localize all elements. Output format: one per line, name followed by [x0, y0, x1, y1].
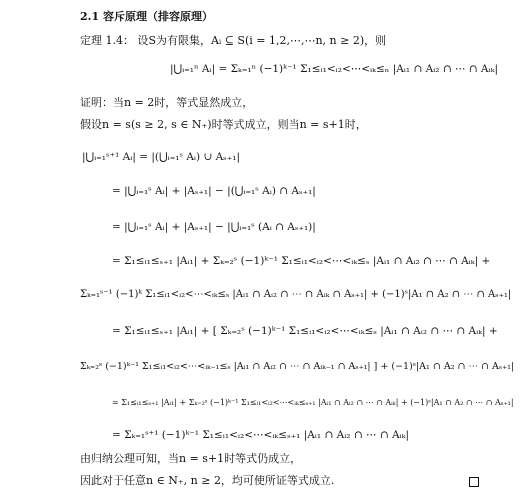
section-heading — [80, 10, 213, 24]
proof-eq5b: Σₖ₌₂ˢ (−1)ᵏ⁻¹ Σ₁≤ᵢ₁<ᵢ₂<⋯<ᵢₖ₋₁≤ₛ |Aᵢ₁ ∩ Aᵢ₂ ∩ ⋯ ∩ Aᵢₖ₋₁ ∩ Aₛ₊₁| ] + (−1)ˢ|A₁ ∩ A₂ ∩ ⋯ ∩ Aₛ₊₁| — [80, 361, 515, 372]
proof-start: 证明：当n = 2时，等式显然成立， — [80, 96, 254, 109]
proof-eq2: = |⋃ᵢ₌₁ˢ Aᵢ| + |Aₛ₊₁| − |(⋃ᵢ₌₁ˢ Aᵢ) ∩ Aₛ₊₁| — [112, 185, 316, 197]
proof-eq7: = Σₖ₌₁ˢ⁺¹ (−1)ᵏ⁻¹ Σ₁≤ᵢ₁<ᵢ₂<⋯<ᵢₖ≤ₛ₊₁ |Aᵢ₁ ∩ Aᵢ₂ ∩ ⋯ ∩ Aᵢₖ| — [112, 429, 410, 441]
theorem-line — [80, 34, 386, 48]
section-number: 2.1 — [80, 10, 100, 23]
theorem-statement: 设S为有限集，Aᵢ ⊆ S(i = 1,2,⋯,⋯n, n ≥ 2)，则 — [137, 34, 387, 47]
theorem-label: 定理 1.4： — [80, 34, 134, 47]
conclusion-line-2: 因此对于任意n ∈ N₊, n ≥ 2，均可使所证等式成立. — [80, 474, 335, 487]
proof-eq5a: = Σ₁≤ᵢ₁≤ₛ₊₁ |Aᵢ₁| + [ Σₖ₌₂ˢ (−1)ᵏ⁻¹ Σ₁≤ᵢ₁<ᵢ₂<⋯<ᵢₖ≤ₛ |Aᵢ₁ ∩ Aᵢ₂ ∩ ⋯ ∩ Aᵢₖ| + — [112, 325, 498, 337]
proof-hypothesis: 假设n = s(s ≥ 2, s ∈ N₊)时等式成立，则当n = s+1时， — [80, 118, 367, 131]
proof-eq4a: = Σ₁≤ᵢ₁≤ₛ₊₁ |Aᵢ₁| + Σₖ₌₂ˢ (−1)ᵏ⁻¹ Σ₁≤ᵢ₁<ᵢ₂<⋯<ᵢₖ≤ₛ |Aᵢ₁ ∩ Aᵢ₂ ∩ ⋯ ∩ Aᵢₖ| + — [112, 255, 491, 267]
proof-eq4b: Σₖ₌₁ˢ⁻¹ (−1)ᵏ Σ₁≤ᵢ₁<ᵢ₂<⋯<ᵢₖ≤ₛ |Aᵢ₁ ∩ Aᵢ₂ ∩ ⋯ ∩ Aᵢₖ ∩ Aₛ₊₁| + (−1)ˢ|A₁ ∩ A₂ ∩ ⋯ ∩ Aₛ₊₁| — [80, 289, 512, 300]
conclusion-line-1: 由归纳公理可知，当n = s+1时等式仍成立， — [80, 452, 302, 465]
theorem-formula: |⋃ᵢ₌₁ⁿ Aᵢ| = Σₖ₌₁ⁿ (−1)ᵏ⁻¹ Σ₁≤ᵢ₁<ᵢ₂<⋯<ᵢₖ≤ₙ |Aᵢ₁ ∩ Aᵢ₂ ∩ ⋯ ∩ Aᵢₖ| — [170, 63, 498, 75]
proof-eq6: = Σ₁≤ᵢ₁≤ₛ₊₁ |Aᵢ₁| + Σₖ₌₂ˢ (−1)ᵏ⁻¹ Σ₁≤ᵢ₁<ᵢ₂<⋯<ᵢₖ≤ₛ₊₁ |Aᵢ₁ ∩ Aᵢ₂ ∩ ⋯ ∩ Aᵢₖ| + (−1)ˢ|A₁ ∩ A₂ ∩ ⋯ ∩ Aₛ₊₁| — [112, 398, 514, 407]
proof-eq1: |⋃ᵢ₌₁ˢ⁺¹ Aᵢ| = |(⋃ᵢ₌₁ˢ Aᵢ) ∪ Aₛ₊₁| — [82, 151, 241, 163]
section-title: 容斥原理（排容原理） — [102, 10, 213, 23]
proof-eq3: = |⋃ᵢ₌₁ˢ Aᵢ| + |Aₛ₊₁| − |⋃ᵢ₌₁ˢ (Aᵢ ∩ Aₛ₊₁)| — [112, 221, 316, 233]
qed-box-icon — [469, 477, 479, 487]
